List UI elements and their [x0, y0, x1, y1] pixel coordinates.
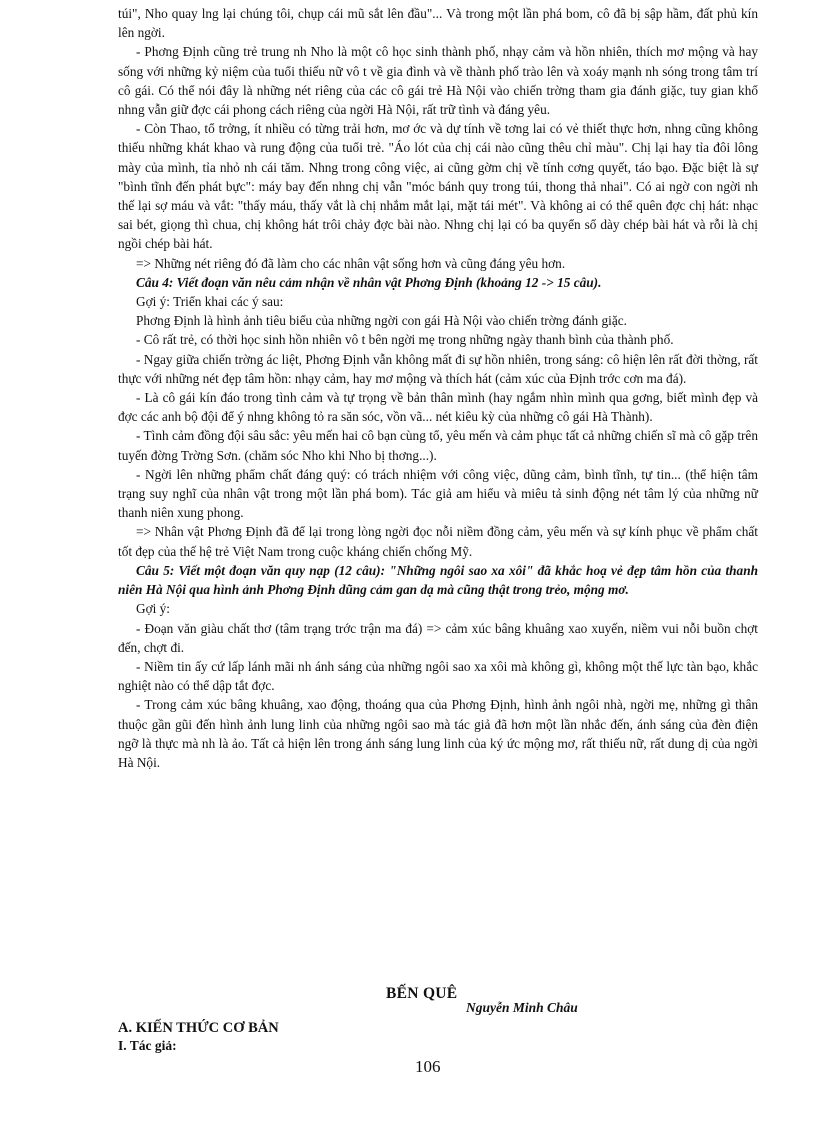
paragraph: - Ngay giữa chiến trờng ác liệt, Phơng Định vẫn không mất đi sự hồn nhiên, trong sáng: cô hiện lên rất đời thờng, rất thực với những nét đẹp tâm hồn: nhạy cảm, hay mơ mộng và thích hát (cảm xúc của Định trớc cơn ma đá).	[118, 351, 758, 386]
paragraph: - Trong cảm xúc bâng khuâng, xao động, thoáng qua của Phơng Định, hình ảnh ngôi nhà, ngời mẹ, những gì thân thuộc gần gũi đến hình ảnh lung linh của những ngôi sao mà tác giả đã hơn một lần nhắc đến, ánh sáng của đèn điện ngỡ là thực mà nh là ảo. Tất cả hiện lên trong ánh sáng lung linh của ký ức mộng mơ, rất thiếu nữ, rất dung dị của ngời Hà Nội.	[118, 697, 758, 770]
paragraph: - Là cô gái kín đáo trong tình cảm và tự trọng về bản thân mình (hay ngắm nhìn mình qua gơng, biết mình đẹp và đợc các anh bộ đội để ý nhng không tỏ ra săn sóc, vồn vã... nét kiêu kỳ của những cô gái Hà Thành).	[118, 390, 758, 425]
paragraph: túi", Nho quay lng lại chúng tôi, chụp cái mũ sắt lên đầu"... Và trong một lần phá bom, cô đã bị sập hầm, đất phủ kín lên ngời.	[118, 6, 758, 41]
paragraph: Gợi ý: Triển khai các ý sau:	[136, 294, 284, 310]
paragraph: => Nhân vật Phơng Định đã để lại trong lòng ngời đọc nỗi niềm đồng cảm, yêu mến và sự kính phục về phẩm chất tốt đẹp của thế hệ trẻ Việt Nam trong cuộc kháng chiến chống Mỹ.	[118, 524, 758, 559]
paragraph: Gợi ý:	[136, 601, 170, 617]
question-heading: Câu 5: Viết một đoạn văn quy nạp (12 câu): "Những ngôi sao xa xôi" đã khắc hoạ vẻ đẹp tâm hồn của thanh niên Hà Nội qua hình ảnh Phơng Định dũng cảm gan dạ mà cũng thật trong trẻo, mộng mơ.	[118, 562, 758, 598]
body-text	[118, 4, 758, 772]
paragraph: - Đoạn văn giàu chất thơ (tâm trạng trớc trận ma đá) => cảm xúc bâng khuâng xao xuyến, niềm vui nỗi buồn chợt đến, chợt đi.	[118, 620, 758, 655]
paragraph: - Phơng Định cũng trẻ trung nh Nho là một cô học sinh thành phố, nhạy cảm và hồn nhiên, thích mơ mộng và hay sống với những kỷ niệm của tuổi thiếu nữ vô t về gia đình và về thành phố trào lên và xoáy mạnh nh sóng trong tâm trí cô gái. Có thể nói đây là những nét riêng của các cô gái trẻ Hà Nội vào chiến trờng tham gia đánh giặc, tuy gian khổ nhng vẫn giữ đợc cái phong cách riêng của ngời Hà Nội, rất trữ tình và đáng yêu.	[118, 44, 758, 118]
paragraph: => Những nét riêng đó đã làm cho các nhân vật sống hơn và cũng đáng yêu hơn.	[136, 255, 566, 271]
heading-i: I. Tác giả:	[118, 1038, 177, 1053]
author-name: Nguyễn Minh Châu	[466, 1000, 578, 1015]
paragraph: - Còn Thao, tổ trởng, ít nhiều có từng trải hơn, mơ ớc và dự tính về tơng lai có vẻ thiết thực hơn, nhng cũng không thiếu những khát khao và rung động của tuổi trẻ. "Áo lót của chị cái nào cũng thêu chỉ màu". Chị lại hay tỉa đôi lông mày của mình, tỉa nhỏ nh cái tăm. Nhng trong công việc, ai cũng gờm chị về tính cơng quyết, táo bạo. Đặc biệt là sự "bình tĩnh đến phát bực": máy bay đến nhng chị vẫn "móc bánh quy trong túi, thong thả nhai". Có ai ngờ con ngời nh thế lại sợ máu và vắt: "thấy máu, thấy vắt là chị nhắm mắt lại, mặt tái mét". Và không ai có thể quên đợc chị hát: nhạc sai bét, giọng thì chua, chị không hát trôi chảy đợc bài nào. Nhng chị lại có ba quyển sổ dày chép bài hát và rỗi là chị ngồi chép bài hát.	[118, 121, 758, 252]
paragraph: - Ngời lên những phẩm chất đáng quý: có trách nhiệm với công việc, dũng cảm, bình tĩnh, tự tin... (thể hiện tâm trạng suy nghĩ của nhân vật trong một lần phá bom). Tác giả am hiểu và miêu tả sinh động nét tâm lý của những nữ thanh niên xung phong.	[118, 466, 758, 521]
paragraph: - Niềm tin ấy cứ lấp lánh mãi nh ánh sáng của những ngôi sao xa xôi mà không gì, không một thế lực tàn bạo, khắc nghiệt nào có thể dập tắt đợc.	[118, 658, 758, 694]
paragraph: - Cô rất trẻ, có thời học sinh hồn nhiên vô t bên ngời mẹ trong những ngày thanh bình của thành phố.	[136, 332, 674, 348]
page-number: 106	[415, 1057, 441, 1076]
heading-a: A. KIẾN THỨC CƠ BẢN	[118, 1020, 279, 1036]
section-title: BẾN QUÊ	[386, 985, 458, 1002]
paragraph: Phơng Định là hình ảnh tiêu biểu của những ngời con gái Hà Nội vào chiến trờng đánh giặc.	[136, 313, 627, 329]
question-heading: Câu 4: Viết đoạn văn nêu cảm nhận về nhân vật Phơng Định (khoảng 12 -> 15 câu).	[136, 274, 602, 290]
paragraph: - Tình cảm đồng đội sâu sắc: yêu mến hai cô bạn cùng tổ, yêu mến và cảm phục tất cả những chiến sĩ mà cô gặp trên tuyến đờng Trờng Sơn. (chăm sóc Nho khi Nho bị thơng...).	[118, 428, 758, 463]
